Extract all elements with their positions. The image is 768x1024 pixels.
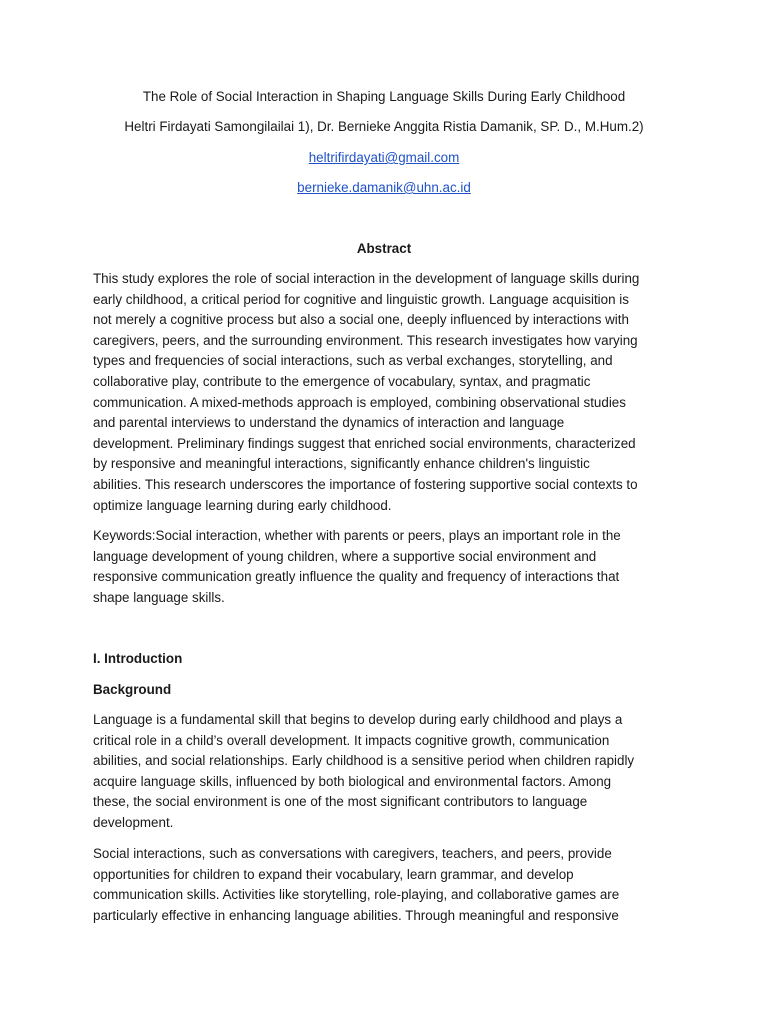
abstract-line: development. Preliminary findings suggest that enriched social environments, characterized xyxy=(93,435,636,451)
body-line: opportunities for children to expand their vocabulary, learn grammar, and develop xyxy=(93,866,574,882)
keywords-line: responsive communication greatly influence the quality and frequency of interactions that xyxy=(93,569,620,585)
abstract-line: abilities. This research underscores the importance of fostering supportive social contexts to xyxy=(93,476,638,492)
body-line: critical role in a child’s overall development. It impacts cognitive growth, communication xyxy=(93,732,610,748)
keywords-line: Keywords:Social interaction, whether with parents or peers, plays an important role in the xyxy=(93,528,621,543)
body-line: these, the social environment is one of the most significant contributors to language xyxy=(93,794,588,810)
author-email-2-container xyxy=(0,179,768,197)
abstract-line: early childhood, a critical period for cognitive and linguistic growth. Language acquisition is xyxy=(93,291,629,307)
body-line: development. xyxy=(93,814,174,830)
abstract-line: This study explores the role of social interaction in the development of language skills during xyxy=(93,271,640,286)
body-line: Social interactions, such as conversations with caregivers, teachers, and peers, provide xyxy=(93,846,612,861)
paper-title: The Role of Social Interaction in Shaping Language Skills During Early Childhood xyxy=(142,89,626,104)
subsection-heading-background: Background xyxy=(93,682,172,697)
abstract-line: optimize language learning during early childhood. xyxy=(93,497,392,513)
keywords-paragraph xyxy=(93,526,683,608)
keywords-line: language development of young children, where a supportive social environment and xyxy=(93,548,597,564)
abstract-line: by responsive and meaningful interactions, significantly enhance children's linguistic xyxy=(93,456,590,472)
abstract-line: communication. A mixed-methods approach is employed, combining observational studies xyxy=(93,394,626,410)
keywords-line: shape language skills. xyxy=(93,589,225,605)
body-line: Language is a fundamental skill that begins to develop during early childhood and plays a xyxy=(93,712,623,727)
author-line: Heltri Firdayati Samongilailai 1), Dr. Bernieke Anggita Ristia Damanik, SP. D., M.Hum.2) xyxy=(124,119,644,134)
author-email-1-container xyxy=(0,149,768,167)
author-email-1-link[interactable]: heltrifirdayati@gmail.com xyxy=(308,150,460,165)
abstract-line: not merely a cognitive process but also a social one, deeply influenced by interactions with xyxy=(93,312,629,328)
abstract-paragraph xyxy=(93,269,683,516)
abstract-heading: Abstract xyxy=(356,241,412,256)
intro-paragraph-1 xyxy=(93,710,683,834)
body-line: communication skills. Activities like storytelling, role-playing, and collaborative games are xyxy=(93,887,620,903)
abstract-line: and parental interviews to understand the dynamics of interaction and language xyxy=(93,415,565,431)
section-heading-introduction: I. Introduction xyxy=(93,651,183,666)
intro-paragraph-2 xyxy=(93,844,683,926)
body-line: abilities, and social relationships. Early childhood is a sensitive period when children rapidly xyxy=(93,753,635,769)
body-line: acquire language skills, influenced by both biological and environmental factors. Among xyxy=(93,773,612,789)
abstract-line: collaborative play, contribute to the emergence of vocabulary, syntax, and pragmatic xyxy=(93,373,591,389)
body-line: particularly effective in enhancing language abilities. Through meaningful and responsive xyxy=(93,907,619,923)
abstract-line: caregivers, peers, and the surrounding environment. This research investigates how varying xyxy=(93,332,638,348)
author-email-2-link[interactable]: bernieke.damanik@uhn.ac.id xyxy=(297,180,471,195)
abstract-line: types and frequencies of social interactions, such as verbal exchanges, storytelling, and xyxy=(93,353,613,369)
